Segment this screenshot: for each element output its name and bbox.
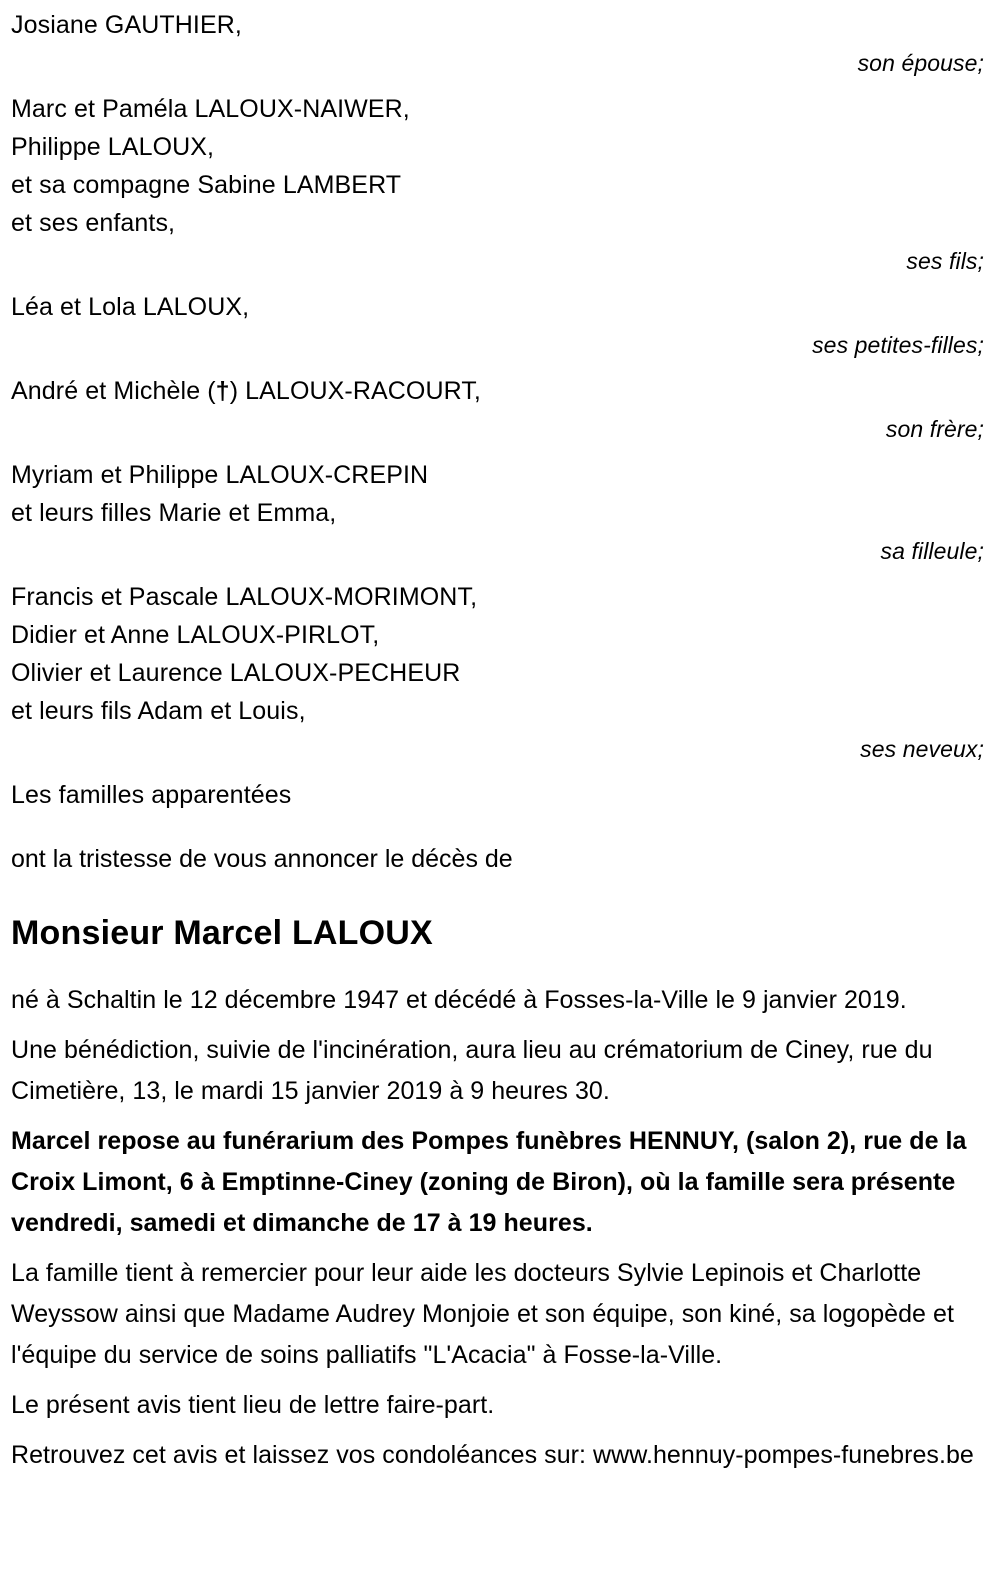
family-member-name: et leurs filles Marie et Emma, xyxy=(11,499,337,527)
dagger-icon: † xyxy=(215,377,230,405)
family-group xyxy=(11,456,988,570)
birth-death-paragraph: né à Schaltin le 12 décembre 1947 et décédé à Fosses-la-Ville le 9 janvier 2019. xyxy=(11,986,907,1014)
thanks-paragraph: La famille tient à remercier pour leur aide les docteurs Sylvie Lepinois et Charlotte Weyssow ainsi que Madame Audrey Monjoie et son équipe, son kiné, sa logopède et l'équipe du service de soins palliatifs "L'Acacia" à Fosse-la-Ville. xyxy=(11,1259,954,1369)
family-member-name: André et Michèle (†) LALOUX-RACOURT, xyxy=(11,377,481,405)
family-member-name: Francis et Pascale LALOUX-MORIMONT, xyxy=(11,583,478,611)
relation-label: ses petites-filles; xyxy=(812,332,984,358)
deceased-name-heading: Monsieur Marcel LALOUX xyxy=(11,914,433,952)
relation-label: ses neveux; xyxy=(860,736,984,762)
faire-part-paragraph: Le présent avis tient lieu de lettre faire-part. xyxy=(11,1391,495,1419)
family-group xyxy=(11,372,988,448)
family-member-name: Didier et Anne LALOUX-PIRLOT, xyxy=(11,621,380,649)
family-member-name: Marc et Paméla LALOUX-NAIWER, xyxy=(11,95,410,123)
relation-label: sa filleule; xyxy=(880,538,984,564)
family-member-name: et sa compagne Sabine LAMBERT xyxy=(11,171,402,199)
family-member-name: Myriam et Philippe LALOUX-CREPIN xyxy=(11,461,429,489)
family-group xyxy=(11,776,988,814)
family-member-name: Philippe LALOUX, xyxy=(11,133,215,161)
relation-label: ses fils; xyxy=(906,248,984,274)
family-member-name: Olivier et Laurence LALOUX-PECHEUR xyxy=(11,659,461,687)
condolences-paragraph: Retrouvez cet avis et laissez vos condoléances sur: www.hennuy-pompes-funebres.be xyxy=(11,1441,974,1469)
family-group xyxy=(11,578,988,768)
announcement-intro: ont la tristesse de vous annoncer le décès de xyxy=(11,845,513,873)
family-group xyxy=(11,90,988,280)
funerarium-paragraph: Marcel repose au funérarium des Pompes funèbres HENNUY, (salon 2), rue de la Croix Limont, 6 à Emptinne-Ciney (zoning de Biron), où la famille sera présente vendredi, samedi et dimanche de 17 à 19 heures. xyxy=(11,1127,967,1237)
family-member-name: et leurs fils Adam et Louis, xyxy=(11,697,306,725)
family-member-name: Josiane GAUTHIER, xyxy=(11,11,242,39)
family-member-name: et ses enfants, xyxy=(11,209,176,237)
relation-label: son frère; xyxy=(885,416,984,442)
family-group xyxy=(11,288,988,364)
family-group xyxy=(11,6,988,82)
ceremony-paragraph: Une bénédiction, suivie de l'incinération, aura lieu au crématorium de Ciney, rue du Cimetière, 13, le mardi 15 janvier 2019 à 9 heures 30. xyxy=(11,1036,933,1105)
family-list xyxy=(11,0,988,814)
relation-label: son épouse; xyxy=(857,50,984,76)
family-member-name: Léa et Lola LALOUX, xyxy=(11,293,250,321)
family-member-name: Les familles apparentées xyxy=(11,781,292,809)
